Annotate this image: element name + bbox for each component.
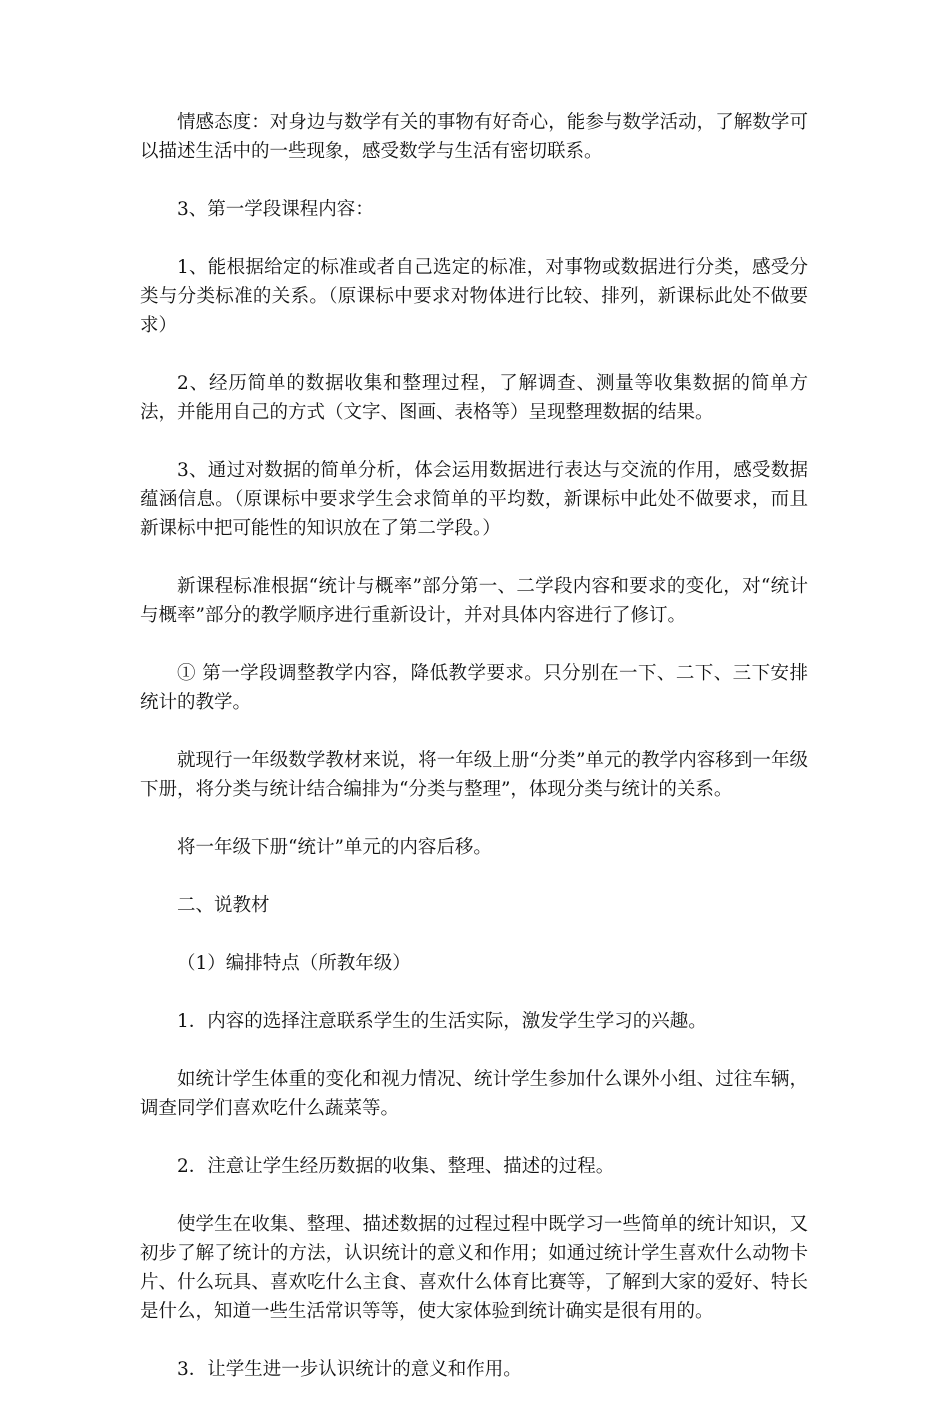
document-body [140,108,808,1413]
paragraph-course-content-heading: 3、第一学段课程内容： [177,199,374,220]
paragraph-statistics-unit-moved: 将一年级下册“统计”单元的内容后移。 [177,837,492,858]
paragraph-new-standard: 新课程标准根据“统计与概率”部分第一、二学段内容和要求的变化，对“统计与概率”部分的教学顺序进行重新设计，并对具体内容进行了修订。 [140,576,808,626]
paragraph-item-2-data-collection: 2、经历简单的数据收集和整理过程，了解调查、测量等收集数据的简单方法，并能用自己的方式（文字、图画、表格等）呈现整理数据的结果。 [140,373,808,423]
section-heading-textbook: 二、说教材 [177,895,270,916]
paragraph-emotional-attitude: 情感态度：对身边与数学有关的事物有好奇心，能参与数学活动，了解数学可以描述生活中的一些现象，感受数学与生活有密切联系。 [140,112,808,162]
paragraph-feature-3: 3．让学生进一步认识统计的意义和作用。 [177,1359,522,1380]
paragraph-item-3-data-analysis: 3、通过对数据的简单分析，体会运用数据进行表达与交流的作用，感受数据蕴涵信息。（原课标中要求学生会求简单的平均数，新课标中此处不做要求，而且新课标中把可能性的知识放在了第二学段。） [140,460,808,539]
paragraph-feature-2-detail: 使学生在收集、整理、描述数据的过程过程中既学习一些简单的统计知识，又初步了解了统计的方法，认识统计的意义和作用；如通过统计学生喜欢什么动物卡片、什么玩具、喜欢吃什么主食、喜欢什么体育比赛等，了解到大家的爱好、特长是什么，知道一些生活常识等等，使大家体验到统计确实是很有用的。 [140,1214,808,1322]
paragraph-item-1-classification: 1、能根据给定的标准或者自己选定的标准，对事物或数据进行分类，感受分类与分类标准的关系。（原课标中要求对物体进行比较、排列，新课标此处不做要求） [140,257,808,336]
paragraph-grade-one-textbook: 就现行一年级数学教材来说，将一年级上册“分类”单元的教学内容移到一年级下册，将分类与统计结合编排为“分类与整理”，体现分类与统计的关系。 [140,750,808,800]
paragraph-feature-1: 1．内容的选择注意联系学生的生活实际，激发学生学习的兴趣。 [177,1011,707,1032]
paragraph-feature-1-example: 如统计学生体重的变化和视力情况、统计学生参加什么课外小组、过往车辆，调查同学们喜欢吃什么蔬菜等。 [140,1069,808,1119]
subsection-heading-features: （1）编排特点（所教年级） [177,953,411,974]
paragraph-stage-adjustment: ① 第一学段调整教学内容，降低教学要求。只分别在一下、二下、三下安排统计的教学。 [140,663,808,713]
paragraph-feature-2: 2．注意让学生经历数据的收集、整理、描述的过程。 [177,1156,615,1177]
